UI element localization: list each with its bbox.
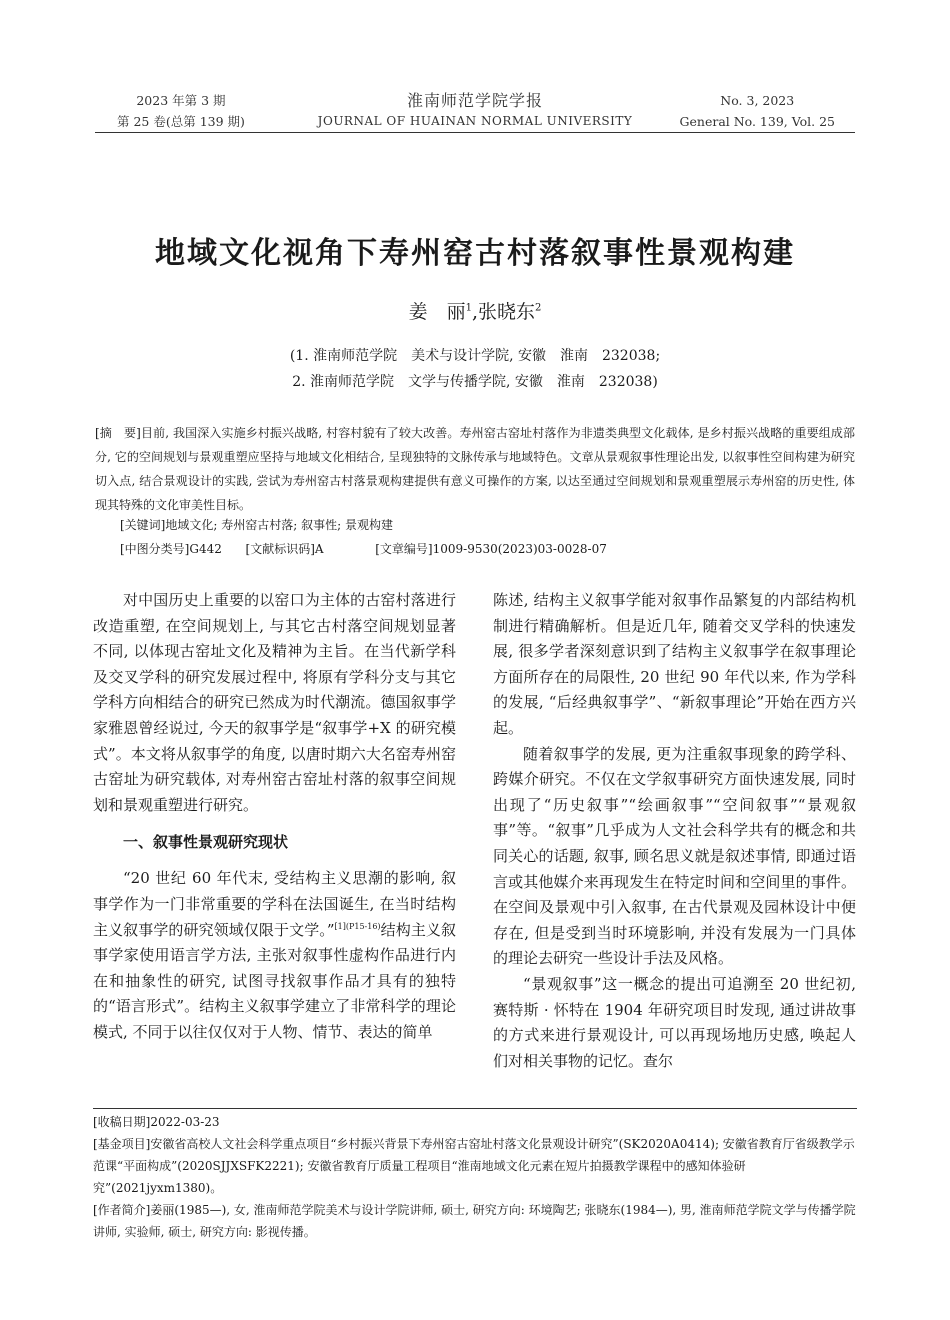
abstract: [95, 421, 855, 517]
author-separator: ,: [471, 301, 479, 323]
author-2-affil: 2: [535, 302, 542, 314]
clc-label: [中图分类号]: [120, 542, 190, 556]
received-value: 2022-03-23: [150, 1115, 220, 1129]
author-1: 姜 丽: [408, 301, 466, 323]
journal-name-cn: 淮南师范学院学报: [406, 91, 543, 110]
abstract-label: [摘 要]: [95, 426, 141, 440]
author-2: 张晓东: [478, 301, 536, 323]
fund-label: [基金项目]: [93, 1137, 151, 1151]
paragraph: [93, 866, 456, 1045]
affiliations: [0, 343, 950, 395]
affiliation-1: (1. 淮南师范学院 美术与设计学院, 安徽 淮南 232038;: [289, 348, 661, 364]
section-heading: 一、叙事性景观研究现状: [123, 833, 289, 852]
fund-value: 安徽省高校人文社会科学重点项目“乡村振兴背景下寿州窑古窑址村落文化景观设计研究”(SK2020A0414); 安徽省教育厅省级教学示范课“平面构成”(2020SJJXSFK2221); 安徽省教育厅质量工程项目“淮南地域文化元素在短片拍摄教学课程中的感知体验研究”(2021jyxm1380)。: [93, 1137, 855, 1195]
footnotes: [93, 1108, 857, 1243]
author-bio-label: [作者简介]: [93, 1203, 151, 1217]
issue-number: [680, 90, 835, 132]
author-line: [0, 297, 950, 324]
doc-code-label: [文献标识码]: [245, 542, 315, 556]
classification-line: [120, 538, 860, 560]
clc-value: G442: [189, 542, 222, 556]
article-no-label: [文章编号]: [375, 542, 433, 556]
quote-text: “20 世纪 60 年代末, 受结构主义思潮的影响, 叙事学作为一门非常重要的学科在法国诞生, 在当时结构主义叙事学的研究领域仅限于文学。”: [93, 869, 456, 939]
author-1-affil: 1: [465, 302, 472, 314]
received-label: [收稿日期]: [93, 1115, 151, 1129]
body-column-left: [93, 588, 456, 1046]
body-column-right: [493, 588, 856, 1074]
author-bio: [93, 1199, 857, 1243]
paragraph: “景观叙事”这一概念的提出可追溯至 20 世纪初, 赛特斯 · 怀特在 1904 年研究项目时发现, 通过讲故事的方式来进行景观设计, 可以再现场地历史感, 唤起人们对相关事物的记忆。查尔: [493, 974, 856, 1070]
paragraph-rest: 结构主义叙事学家使用语言学方法, 主张对叙事性虚构作品进行内在和抽象性的研究, 试图寻找叙事作品才具有的独特的“语言形式”。结构主义叙事学建立了非常科学的理论模式, 不同于以往仅仅对于人物、情节、表达的简单: [93, 920, 456, 1041]
fund-info: [93, 1133, 857, 1199]
keywords: [120, 514, 393, 536]
paragraph: 陈述, 结构主义叙事学能对叙事作品繁复的内部结构机制进行精确解析。但是近几年, 随着交叉学科的快速发展, 很多学者深刻意识到了结构主义叙事学在叙事理论方面所存在的局限性, 20 世纪 90 年代以来, 作为学科的发展, “后经典叙事学”、“新叙事理论”开始在西方兴起。: [493, 591, 856, 737]
journal-name-en: JOURNAL OF HUAINAN NORMAL UNIVERSITY: [317, 114, 633, 128]
keywords-label: [关键词]: [120, 518, 166, 532]
article-no-value: 1009-9530(2023)03-0028-07: [432, 542, 607, 556]
paragraph: 随着叙事学的发展, 更为注重叙事现象的跨学科、跨媒介研究。不仅在文学叙事研究方面快速发展, 同时出现了“历史叙事”“绘画叙事”“空间叙事”“景观叙事”等。“叙事”几乎成为人文社会科学共有的概念和共同关心的话题, 叙事, 顾名思义就是叙述事情, 即通过语言或其他媒介来再现发生在特定时间和空间里的事件。在空间及景观中引入叙事, 在古代景观及园林设计中便存在, 但是受到当时环境影响, 并没有发展为一门具体的理论去研究一些设计手法及风格。: [493, 744, 856, 968]
keywords-text: 地域文化; 寿州窑古村落; 叙事性; 景观构建: [165, 518, 393, 532]
issue-no: No. 3, 2023: [720, 93, 795, 108]
paragraph: 对中国历史上重要的以窑口为主体的古窑村落进行改造重塑, 在空间规划上, 与其它古村落空间规划显著不同, 以体现古窑址文化及精神为主旨。在当代新学科及交叉学科的研究发展过程中, 将原有学科分支与其它学科方向相结合的研究已然成为时代潮流。德国叙事学家雅恩曾经说过, 今天的叙事学是“叙事学+X 的研究模式”。本文将从叙事学的角度, 以唐时期六大名窑寿州窑古窑址为研究载体, 对寿州窑古窑址村落的叙事空间规划和景观重塑进行研究。: [93, 591, 456, 814]
issue-year: 2023 年第 3 期: [136, 93, 226, 108]
issue-volume: 第 25 卷(总第 139 期): [117, 114, 245, 129]
general-no: General No. 139, Vol. 25: [679, 114, 835, 129]
article-title: 地域文化视角下寿州窑古村落叙事性景观构建: [155, 236, 795, 271]
author-bio-value: 姜丽(1985—), 女, 淮南师范学院美术与设计学院讲师, 硕士, 研究方向: 环境陶艺; 张晓东(1984—), 男, 淮南师范学院文学与传播学院讲师, 实验师, 硕士, 研究方向: 影视传播。: [93, 1203, 856, 1239]
abstract-text: 目前, 我国深入实施乡村振兴战略, 村容村貌有了较大改善。寿州窑古窑址村落作为非遗类典型文化载体, 是乡村振兴战略的重要组成部分, 它的空间规划与景观重塑应坚持与地域文化相结合, 呈现独特的文脉传承与地域特色。文章从景观叙事性理论出发, 以叙事性空间构建为研究切入点, 结合景观设计的实践, 尝试为寿州窑古村落景观构建提供有意义可操作的方案, 以达至通过空间规划和景观重塑展示寿州窑的历史性, 体现其特殊的文化审美性目标。: [95, 426, 855, 512]
doc-code-value: A: [314, 542, 324, 556]
running-header: [95, 88, 855, 133]
affiliation-2: 2. 淮南师范学院 文学与传播学院, 安徽 淮南 232038): [292, 374, 658, 390]
citation-ref: [1](P15-16): [334, 921, 381, 931]
received-date: [93, 1111, 857, 1133]
